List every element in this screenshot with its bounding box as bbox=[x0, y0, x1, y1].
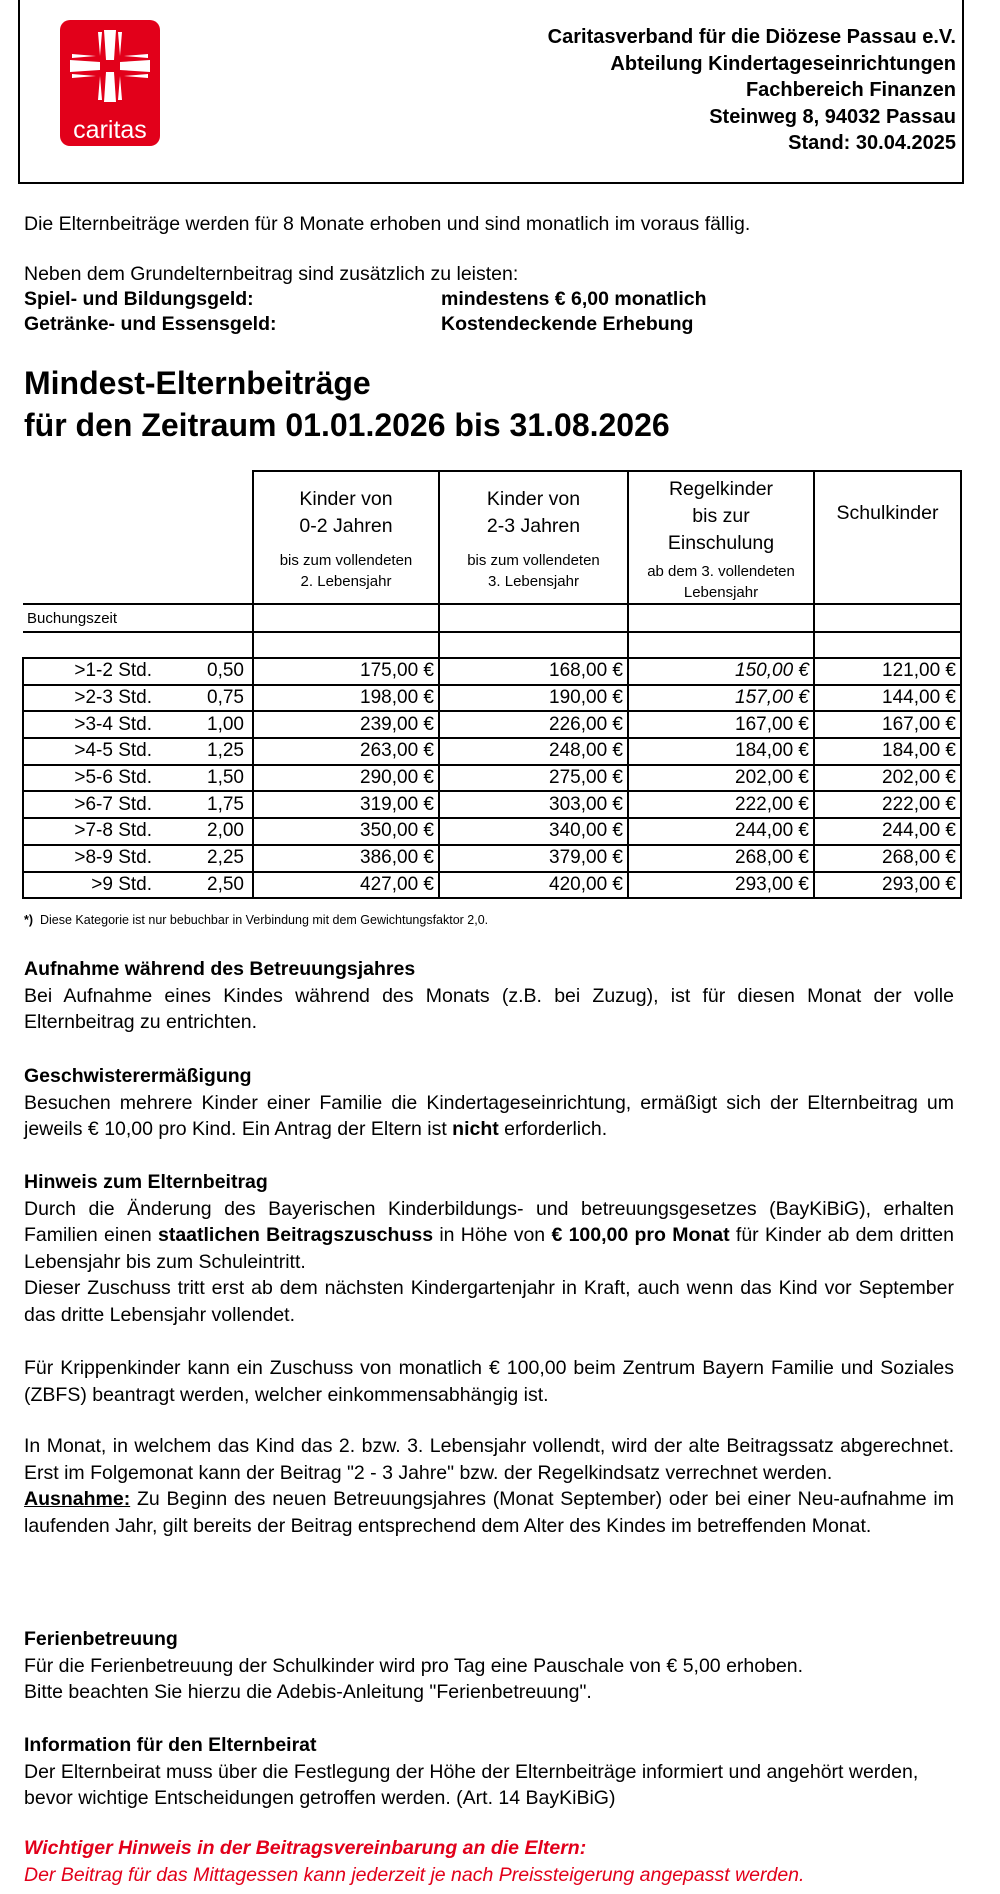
col-subtitle: bis zum vollendeten 2. Lebensjahr bbox=[279, 552, 413, 590]
weight-factor-cell: 1,00 bbox=[156, 711, 253, 738]
fee-0-2-cell: 263,00 € bbox=[253, 738, 439, 765]
fee-0-2-cell: 239,00 € bbox=[253, 711, 439, 738]
col-title: Kinder von 2-3 Jahren bbox=[486, 488, 581, 537]
table-row bbox=[23, 872, 961, 899]
fee-0-2-cell: 175,00 € bbox=[253, 658, 439, 685]
booking-time-cell: >3-4 Std. bbox=[23, 711, 156, 738]
booking-time-cell: >2-3 Std. bbox=[23, 685, 156, 712]
caritas-cross-icon bbox=[60, 20, 160, 116]
hinweis-text2: Dieser Zuschuss tritt erst ab dem nächsten Kindergartenjahr in Kraft, auch wenn das Kind vor September das dritte Lebensjahr vollendet. bbox=[24, 1277, 954, 1326]
fee2-label: Getränke- und Essensgeld: bbox=[24, 313, 277, 335]
fee1-label: Spiel- und Bildungsgeld: bbox=[24, 288, 254, 310]
org-name: Caritasverband für die Diözese Passau e.V. bbox=[547, 26, 956, 48]
intro-line1: Die Elternbeiträge werden für 8 Monate erhoben und sind monatlich im voraus fällig. bbox=[24, 213, 751, 235]
hinweis-text bbox=[24, 1196, 954, 1276]
booking-time-cell: >4-5 Std. bbox=[23, 738, 156, 765]
fee-regel-cell: 202,00 € bbox=[628, 765, 814, 792]
geschwister-text-part: erforderlich. bbox=[498, 1118, 608, 1140]
title-line2: für den Zeitraum 01.01.2026 bis 31.08.2026 bbox=[24, 407, 670, 443]
weight-factor-cell: 0,50 bbox=[156, 658, 253, 685]
hinweis-text-part: in Höhe von bbox=[433, 1224, 552, 1246]
org-department: Abteilung Kindertageseinrichtungen bbox=[610, 52, 956, 75]
fee-schul-cell: 121,00 € bbox=[814, 658, 961, 685]
aufnahme-heading: Aufnahme während des Betreuungsjahres bbox=[24, 958, 416, 980]
ferien-heading: Ferienbetreuung bbox=[24, 1628, 178, 1650]
info-text: Der Elternbeirat muss über die Festlegung der Höhe der Elternbeiträge informiert und angehört werden, bevor wichtige Entscheidungen getroffen werden. (Art. 14 BayKiBiG) bbox=[24, 1760, 919, 1809]
fee-regel-cell: 157,00 € bbox=[628, 685, 814, 712]
fee-schul-cell: 184,00 € bbox=[814, 738, 961, 765]
section-geschwister bbox=[24, 1063, 954, 1143]
table-row bbox=[23, 658, 961, 685]
geschwister-text-part: Besuchen mehrere Kinder einer Familie die Kindertageseinrichtung, ermäßigt sich der Elternbeitrag um jeweils € 10,00 pro Kind. Ein Antrag der Eltern ist bbox=[24, 1091, 954, 1140]
section-monat bbox=[24, 1433, 954, 1539]
booking-time-cell: >7-8 Std. bbox=[23, 818, 156, 845]
buchungszeit-row bbox=[23, 604, 961, 632]
booking-time-cell: >5-6 Std. bbox=[23, 765, 156, 792]
spacer-row bbox=[23, 632, 961, 658]
krippe-text: Für Krippenkinder kann ein Zuschuss von monatlich € 100,00 beim Zentrum Bayern Familie und Soziales (ZBFS) beantragt werden, welcher einkommensabhängig ist. bbox=[24, 1357, 954, 1406]
table-row bbox=[23, 738, 961, 765]
caritas-logo bbox=[60, 20, 160, 146]
fee-schul-cell: 167,00 € bbox=[814, 711, 961, 738]
fee-0-2-cell: 427,00 € bbox=[253, 872, 439, 899]
booking-time-cell: >6-7 Std. bbox=[23, 791, 156, 818]
weight-factor-cell: 1,75 bbox=[156, 791, 253, 818]
col-header-0-2 bbox=[253, 471, 439, 604]
col-subtitle: bis zum vollendeten 3. Lebensjahr bbox=[467, 552, 600, 590]
fee-schul-cell: 202,00 € bbox=[814, 765, 961, 792]
fee-schul-cell: 144,00 € bbox=[814, 685, 961, 712]
footnote-mark: *) bbox=[24, 913, 34, 927]
weight-factor-cell: 2,00 bbox=[156, 818, 253, 845]
ferien-text2: Bitte beachten Sie hierzu die Adebis-Anleitung "Ferienbetreuung". bbox=[24, 1681, 592, 1703]
section-hinweis bbox=[24, 1169, 954, 1328]
fee-regel-cell: 293,00 € bbox=[628, 872, 814, 899]
col-header-regel bbox=[628, 471, 814, 604]
ausnahme-text bbox=[24, 1486, 954, 1539]
fee-0-2-cell: 386,00 € bbox=[253, 845, 439, 872]
fee-2-3-cell: 379,00 € bbox=[439, 845, 628, 872]
weight-factor-cell: 2,50 bbox=[156, 872, 253, 899]
col-title: Kinder von 0-2 Jahren bbox=[299, 488, 393, 537]
weight-factor-cell: 1,50 bbox=[156, 765, 253, 792]
table-row bbox=[23, 711, 961, 738]
fee-schul-cell: 222,00 € bbox=[814, 791, 961, 818]
buchungszeit-label: Buchungszeit bbox=[23, 604, 253, 632]
col-title: Regelkinder bis zur Einschulung bbox=[667, 478, 775, 554]
hinweis-bold: staatlichen Beitragszuschuss bbox=[157, 1224, 434, 1246]
ferien-text1: Für die Ferienbetreuung der Schulkinder wird pro Tag eine Pauschale von € 5,00 erhoben. bbox=[24, 1654, 804, 1677]
org-date: Stand: 30.04.2025 bbox=[788, 132, 956, 154]
col-title: Schulkinder bbox=[836, 502, 939, 524]
fee-2-3-cell: 275,00 € bbox=[439, 765, 628, 792]
fee-regel-cell: 167,00 € bbox=[628, 711, 814, 738]
hinweis-bold: € 100,00 pro Monat bbox=[551, 1224, 730, 1246]
col-header-2-3 bbox=[439, 471, 628, 604]
fee-regel-cell: 222,00 € bbox=[628, 791, 814, 818]
table-row bbox=[23, 845, 961, 872]
aufnahme-text: Bei Aufnahme eines Kindes während des Monats (z.B. bei Zuzug), ist für diesen Monat der volle Elternbeitrag zu entrichten. bbox=[24, 984, 954, 1033]
hinweis-text-part: für Kinder ab dem dritten Lebensjahr bis zum Schuleintritt. bbox=[24, 1224, 954, 1273]
booking-time-cell: >9 Std. bbox=[23, 872, 156, 899]
fee-2-3-cell: 303,00 € bbox=[439, 791, 628, 818]
fee-regel-cell: 150,00 € bbox=[628, 658, 814, 685]
fee-schul-cell: 293,00 € bbox=[814, 872, 961, 899]
logo-text: caritas bbox=[73, 116, 147, 144]
weight-factor-cell: 0,75 bbox=[156, 685, 253, 712]
fee-2-3-cell: 420,00 € bbox=[439, 872, 628, 899]
section-warning bbox=[24, 1835, 954, 1888]
hinweis-heading: Hinweis zum Elternbeitrag bbox=[24, 1171, 268, 1193]
fee1-value: mindestens € 6,00 monatlich bbox=[441, 288, 707, 310]
org-street: Steinweg 8, 94032 Passau bbox=[709, 105, 956, 128]
section-ferien bbox=[24, 1626, 954, 1706]
title-line1: Mindest-Elternbeiträge bbox=[24, 365, 371, 401]
geschwister-text bbox=[24, 1090, 954, 1143]
fee-regel-cell: 184,00 € bbox=[628, 738, 814, 765]
page-title bbox=[24, 362, 670, 446]
fee-2-3-cell: 226,00 € bbox=[439, 711, 628, 738]
fee-0-2-cell: 198,00 € bbox=[253, 685, 439, 712]
warning-heading: Wichtiger Hinweis in der Beitragsvereinbarung an die Eltern: bbox=[24, 1837, 587, 1859]
section-info bbox=[24, 1732, 954, 1812]
warning-text: Der Beitrag für das Mittagessen kann jederzeit je nach Preissteigerung angepasst werden. bbox=[24, 1863, 805, 1886]
fee-0-2-cell: 319,00 € bbox=[253, 791, 439, 818]
fee-2-3-cell: 248,00 € bbox=[439, 738, 628, 765]
fee-2-3-cell: 340,00 € bbox=[439, 818, 628, 845]
fee-schul-cell: 244,00 € bbox=[814, 818, 961, 845]
fee-table bbox=[22, 470, 962, 899]
footnote-text: Diese Kategorie ist nur bebuchbar in Verbindung mit dem Gewichtungsfaktor 2,0. bbox=[39, 913, 489, 927]
info-heading: Information für den Elternbeirat bbox=[24, 1734, 317, 1756]
booking-time-cell: >8-9 Std. bbox=[23, 845, 156, 872]
fee-0-2-cell: 290,00 € bbox=[253, 765, 439, 792]
table-row bbox=[23, 791, 961, 818]
table-header-row bbox=[23, 471, 961, 604]
table-row bbox=[23, 818, 961, 845]
fee-regel-cell: 268,00 € bbox=[628, 845, 814, 872]
booking-time-cell: >1-2 Std. bbox=[23, 658, 156, 685]
fee-0-2-cell: 350,00 € bbox=[253, 818, 439, 845]
fee-2-3-cell: 190,00 € bbox=[439, 685, 628, 712]
monat-text: In Monat, in welchem das Kind das 2. bzw. 3. Lebensjahr vollendt, wird der alte Beitragssatz abgerechnet. Erst im Folgemonat kann der Beitrag "2 - 3 Jahre" bzw. der Regelkindsatz verrechnet werden. bbox=[24, 1435, 954, 1484]
table-footnote bbox=[24, 913, 488, 927]
col-subtitle: ab dem 3. vollendeten Lebensjahr bbox=[647, 563, 795, 601]
intro-line2: Neben dem Grundelternbeitrag sind zusätzlich zu leisten: bbox=[24, 263, 519, 285]
fee-2-3-cell: 168,00 € bbox=[439, 658, 628, 685]
org-address bbox=[548, 24, 956, 157]
weight-factor-cell: 2,25 bbox=[156, 845, 253, 872]
header-box bbox=[18, 0, 964, 184]
fee-schul-cell: 268,00 € bbox=[814, 845, 961, 872]
weight-factor-cell: 1,25 bbox=[156, 738, 253, 765]
geschwister-bold: nicht bbox=[452, 1118, 499, 1140]
table-row bbox=[23, 765, 961, 792]
ausnahme-body: Zu Beginn des neuen Betreuungsjahres (Monat September) oder bei einer Neu-aufnahme im laufenden Jahr, gilt bereits der Beitrag entsprechend dem Alter des Kindes im betreffenden Monat. bbox=[24, 1488, 954, 1537]
geschwister-heading: Geschwisterermäßigung bbox=[24, 1065, 252, 1087]
hinweis-text-part: Durch die Änderung des Bayerischen Kinderbildungs- und betreuungsgesetzes (BayKiBiG), erhalten Familien einen bbox=[24, 1197, 954, 1246]
table-row bbox=[23, 685, 961, 712]
fee-regel-cell: 244,00 € bbox=[628, 818, 814, 845]
org-section: Fachbereich Finanzen bbox=[745, 79, 956, 101]
col-header-schul bbox=[814, 471, 961, 604]
ausnahme-label: Ausnahme: bbox=[24, 1488, 131, 1510]
section-aufnahme bbox=[24, 956, 954, 1036]
fee2-value: Kostendeckende Erhebung bbox=[441, 313, 694, 335]
